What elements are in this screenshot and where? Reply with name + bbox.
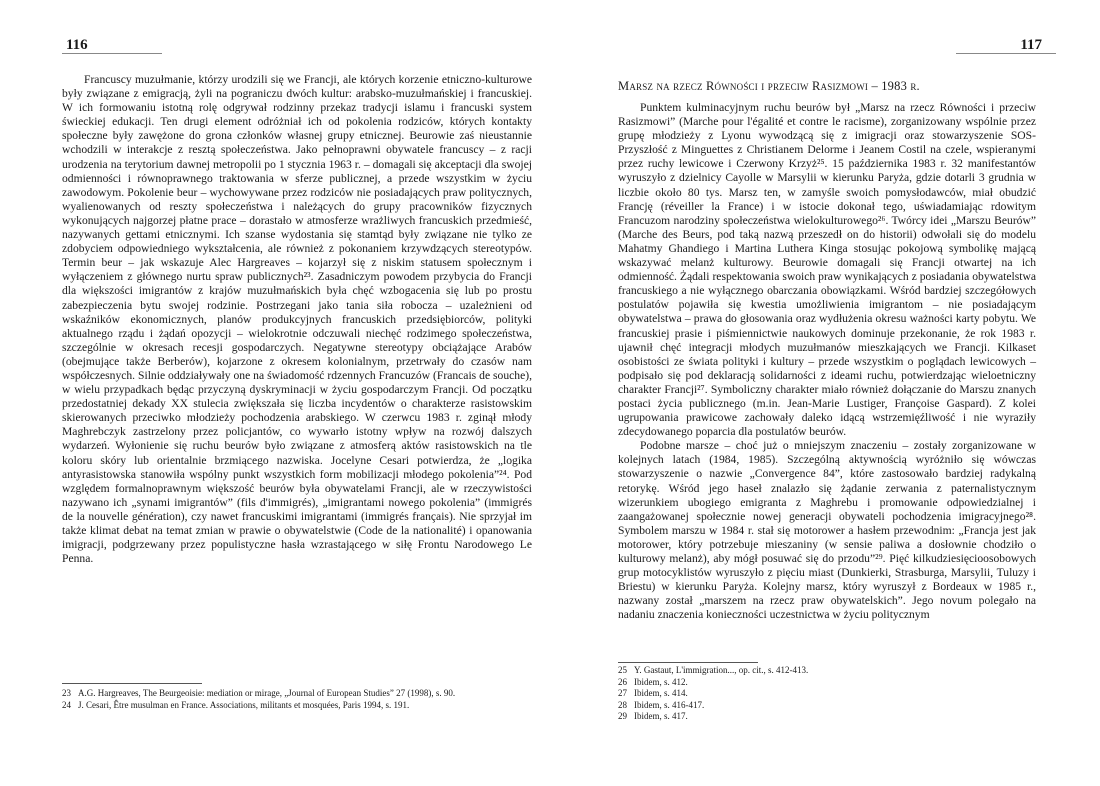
footnote-text: Ibidem, s. 414.: [634, 688, 688, 698]
footnote-text: Ibidem, s. 417.: [634, 711, 688, 721]
footnote: [618, 677, 1038, 689]
body-text: [62, 73, 532, 566]
footnote-text: Ibidem, s. 416-417.: [634, 699, 705, 710]
footnote-number: 27: [618, 688, 627, 698]
page-number: 117: [1020, 37, 1042, 53]
page-number: 116: [66, 37, 88, 53]
footnotes: [618, 665, 1038, 723]
header-rule: [62, 53, 162, 54]
footnote: [618, 711, 1038, 723]
footnote-number: 29: [618, 711, 627, 721]
left-page: [46, 0, 546, 786]
paragraph: Francuscy muzułmanie, którzy urodzili się we Francji, ale których korzenie etniczno-kulturowe były związane z emigracją, żyli na pograniczu dwóch kultur: arabsko-muzułmańskiej i francuskiej. W ich formowaniu istotną rolę odgrywał rodzinny przekaz tradycji islamu i francuski system świeckiej edukacji. Ten drugi element odróżniał ich od pokolenia rodziców, których kontakty społeczne były zawężone do grona członków własnej grupy etnicznej. Beurowie zaś nieustannie wchodzili w interakcje z resztą społeczeństwa. Jako pełnoprawni obywatele francuscy – z racji urodzenia na terytorium dawnej metropolii po 1 stycznia 1963 r. – domagali się akceptacji dla swojej odmienności i równoprawnego traktowania w sferze publicznej, a przede wszystkim w życiu zawodowym. Pokolenie beur – wychowywane przez rodziców nie posiadających praw politycznych, wyalienowanych od reszty społeczeństwa i należących do grupy pracowników fizycznych wykonujących najgorzej płatne prace – dorastało w atmosferze wrażliwych francuskich przedmieść, nazywanych gettami etnicznymi. Ich szanse wydostania się stamtąd były związane nie tylko ze zdobyciem odpowiedniego wykształcenia, ale również z pokonaniem krzywdzących stereotypów. Termin beur – jak wskazuje Alec Hargreaves – kojarzył się z niskim statusem społecznym i wyłączeniem z głównego nurtu spraw publicznych²³. Zasadniczym powodem przybycia do Francji dla większości imigrantów z krajów muzułmańskich była chęć wzbogacenia się lub po prostu zabezpieczenia bytu swojej rodzinie. Postrzegani jako tania siła robocza – uzależnieni od wskaźników ekonomicznych, planów produkcyjnych francuskich przedsiębiorców, polityki aktualnego rządu i żądań opozycji – wielokrotnie odczuwali niechęć rodzimego społeczeństwa, szczególnie w okresach recesji gospodarczych. Negatywne stereotypy obciążające Arabów (obejmujące także Berberów), kojarzone z okresem kolonialnym, przetrwały do czasów nam współczesnych. Silnie oddziaływały one na świadomość rdzennych Francuzów (Francais de souche), w wielu przypadkach będąc przyczyną dyskryminacji w życiu gospodarczym Francji. Od początku przedostatniej dekady XX stulecia zwiększała się liczba incydentów o charakterze rasistowskim skierowanych przeciwko młodzieży pochodzenia arabskiego. W czerwcu 1983 r. zginął młody Maghrebczyk zastrzelony przez policjantów, co wywarło istotny wpływ na rozwój dalszych wydarzeń. Wyłonienie się ruchu beurów było związane z atmosferą aktów rasistowskich na tle koloru skóry lub orientalnie brzmiącego nazwiska. Jocelyne Cesari potwierdza, że „logika antyrasistowska stanowiła wspólny punkt wszystkich form mobilizacji młodego pokolenia”²⁴. Pod względem formalnoprawnym większość beurów była obywatelami Francji, ale w rzeczywistości nazywano ich „synami imigrantów” (fils d'immigrés), „imigrantami nowego pokolenia” (immigrés de la nouvelle génération), czy nawet francuskimi imigrantami (immigrés français). Nie sprzyjał im także klimat debat na temat zmian w prawie o obywatelstwie (Code de la nationalité) i opanowania imigracji, podgrzewany przez populistyczne hasła wzrastającego w siłę Frontu Narodowego Le Penna.: [62, 73, 532, 566]
footnote-text: J. Cesari, Être musulman en France. Associations, militants et mosquées, Paris 1994, s. 191.: [78, 699, 410, 710]
footnote: [618, 665, 1038, 677]
footnote-text: Ibidem, s. 412.: [634, 676, 688, 687]
footnote-rule: [618, 662, 758, 663]
right-page: [556, 0, 1056, 786]
footnote-number: 25: [618, 665, 627, 675]
footnote-text: A.G. Hargreaves, The Beurgeoisie: mediation or mirage, „Journal of European Studies” 27 (1998), s. 90.: [78, 688, 456, 698]
footnote: [618, 688, 1038, 700]
footnotes: [62, 688, 532, 711]
footnote-number: 23: [62, 688, 71, 698]
header-rule: [956, 53, 1056, 54]
footnote-rule: [62, 683, 202, 684]
paragraph: Podobne marsze – choć już o mniejszym znaczeniu – zostały zorganizowane w kolejnych latach (1984, 1985). Szczególną aktywnością wyróżniło się wówczas stowarzyszenie o nazwie „Convergence 84”, które zastosowało bardziej radykalną retorykę. Wśród jego haseł znalazło się żądanie zerwania z paternalistycznym wizerunkiem ubogiego emigranta z Maghrebu i promowanie odpowiedzialnej i zaangażowanej społecznie nowej generacji obywateli pochodzenia imigracyjnego²⁸. Symbolem marszu w 1984 r. stał się motorower a hasłem przewodnim: „Francja jest jak motorower, który potrzebuje mieszaniny (w sensie paliwa a dosłownie chodziło o kulturowy melanż), aby mógł posuwać się do przodu”²⁹. Pięć kilkudziesięcioosobowych grup motocyklistów wyruszyło z pięciu miast (Dunkierki, Strasburga, Marsylii, Tuluzy i Briestu) w kierunku Paryża. Kolejny marsz, który wyruszył z Bordeaux w 1985 r., nazwany został „marszem na rzecz praw obywatelskich”. Jego novum polegało na nadaniu znaczenia konieczności uczestnictwa w życiu politycznym: [618, 439, 1036, 622]
footnote: [62, 688, 532, 700]
footnote-text: Y. Gastaut, L'immigration..., op. cit., s. 412-413.: [634, 665, 809, 675]
body-text: [618, 101, 1036, 622]
footnote: [618, 700, 1038, 712]
footnote-number: 24: [62, 699, 71, 710]
section-heading: Marsz na rzecz Równości i przeciw Rasizmowi – 1983 r.: [618, 79, 920, 93]
footnote-number: 28: [618, 699, 627, 710]
paragraph: Punktem kulminacyjnym ruchu beurów był „Marsz na rzecz Równości i przeciw Rasizmowi” (Marche pour l'égalité et contre le racisme), zorganizowany wspólnie przez grupę młodzieży z Lyonu wywodzącą się z imigracji oraz stowarzyszenie SOS-Przyszłość z Minguettes z Christianem Delorme i Jeanem Costil na czele, wspieranymi przez ruchy lewicowe i Czerwony Krzyż²⁵. 15 października 1983 r. 32 manifestantów wyruszyło z dzielnicy Cayolle w Marsylii w kierunku Paryża, gdzie dotarli 3 grudnia w liczbie około 80 tys. Marsz ten, w zamyśle swoich pomysłodawców, miał obudzić Francję (réveiller la France) i w istocie dokonał tego, uświadamiając rdowitym Francuzom narodziny społeczeństwa wielokulturowego²⁶. Twórcy idei „Marszu Beurów” (Marche des Beurs, pod taką nazwą przeszedł on do historii) odwołali się do modelu Mahatmy Ghandiego i Martina Luthera Kinga stosując pokojową symbolikę mającą wskazywać melanż kulturowy. Beurowie domagali się Francji otwartej na ich odmienność. Żądali respektowania swoich praw wynikających z posiadania obywatelstwa francuskiego a nie wyłącznego obarczania obowiązkami. Wśród bardziej szczegółowych postulatów pojawiła się kwestia umożliwienia imigrantom – nie posiadającym obywatelstwa – prawa do głosowania oraz wydłużenia okresu ważności karty pobytu. We francuskiej prasie i piśmiennictwie naukowych dominuje przekonanie, że rok 1983 r. ujawnił chęć integracji młodych muzułmanów mieszkających we Francji. Kilkaset osobistości ze świata polityki i kultury – przede wszystkim o poglądach lewicowych – podpisało się pod deklaracją solidarności z ideami ruchu, potwierdzając wielоetniczny charakter Francji²⁷. Symboliczny charakter miało również dołączanie do Marszu znanych postaci życia publicznego (m.in. Jean-Marie Lustiger, Françoise Gaspard). Z kolei ugrupowania prawicowe zachowały daleko idącą wstrzemięźliwość i nie wyraziły zdecydowanego poparcia dla postulatów beurów.: [618, 101, 1036, 439]
footnote-number: 26: [618, 676, 627, 687]
footnote: [62, 700, 532, 712]
